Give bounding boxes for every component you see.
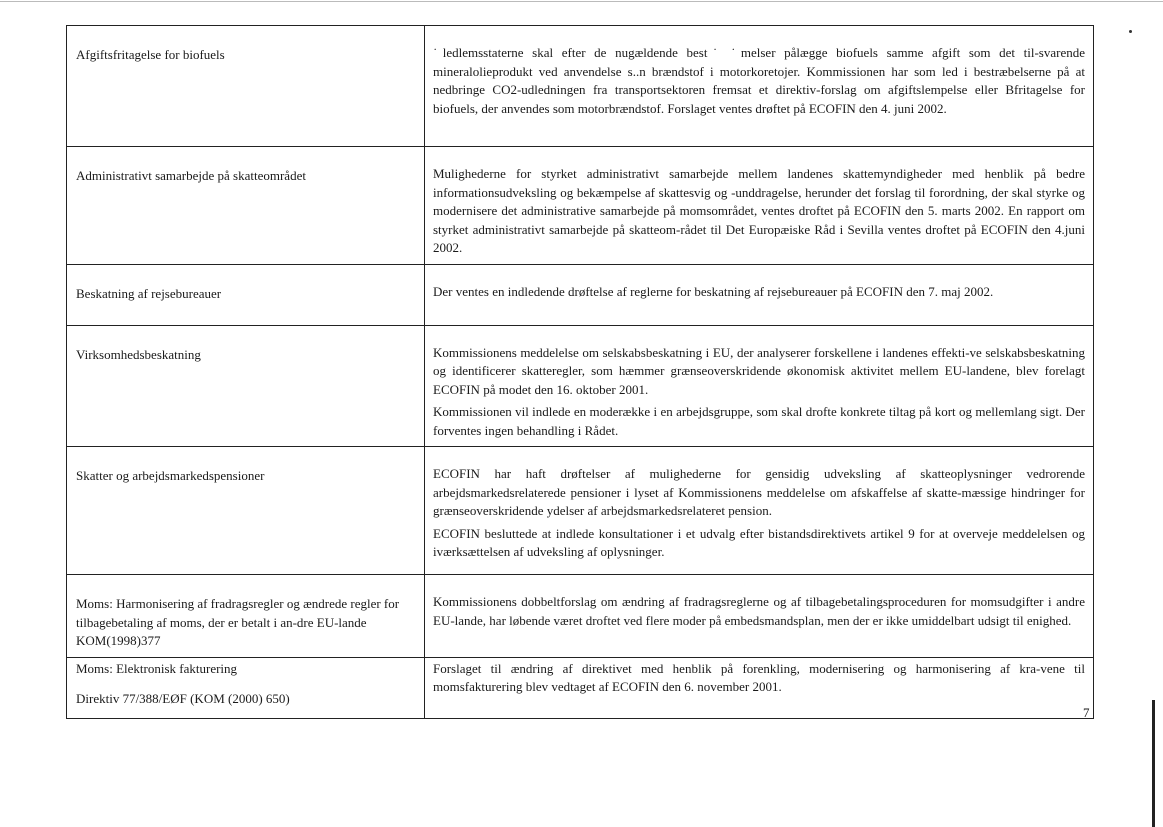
description-cell [425,264,1094,325]
scan-right-edge [1152,700,1155,827]
table-row [67,264,1094,325]
topic-label: Moms: Harmonisering af fradragsregler og ændrede regler for tilbagebetaling af moms, der er betalt i an-dre EU-lande KOM(1998)377 [76,596,400,648]
description-cell [425,657,1094,718]
topic-label: Beskatning af rejsebureauer [76,285,222,301]
topic-label: Administrativt samarbejde på skatteområdet [76,168,306,183]
scan-speck [1129,30,1132,33]
directive-reference: Direktiv 77/388/EØF (KOM (2000) 650) [76,691,290,706]
table-row [67,147,1094,265]
description-paragraph: Mulighederne for styrket administrativt samarbejde mellem landenes skattemyndigheder med henblik på bedre informationsudveksling og bekæmpelse af skattesvig og -unddragelse, herunder det forslag til forordning, der skal styrke og modernisere det administrative samarbejde på momsområdet, ventes droftet på ECOFIN den 5. marts 2002. En rapport om styrket administrativt samarbejde på skatteom-rådet til Det Europæiske Råd i Sevilla ventes droftet på ECOFIN den 4.juni 2002. [433,166,1085,255]
topic-label: Afgiftsfritagelse for biofuels [76,47,225,62]
topic-cell [67,26,425,147]
page-number: 7 [1083,705,1090,720]
overview-table [66,25,1094,719]
topic-cell [67,147,425,265]
description-paragraph: Kommissionens meddelelse om selskabsbeskatning i EU, der analyserer forskellene i landenes effekti-ve selskabsbeskatning og identificerer skatteregler, som hæmmer grænseoverskridende økonomisk aktivitet mellem EU-landene, blev forelagt ECOFIN på modet den 16. oktober 2001. [433,344,1085,397]
topic-cell [67,657,425,718]
topic-cell [67,325,425,447]
description-cell [425,26,1094,147]
table-row [67,447,1094,575]
description-cell [425,325,1094,447]
table-row [67,26,1094,147]
topic-label: Moms: Elektronisk fakturering [76,660,238,676]
description-paragraph: ˙ledlemsstaterne skal efter de nugældende best˙ ˙melser pålægge biofuels samme afgift som det til-svarende mineralolieprodukt ved anvendelse s..n brændstof i motorkoretojer. Kommissionen har som led i bestræbelserne på at nedbringe CO2-udledningen fra transportsektoren fremsat et direktiv-forslag om afgiftslempelse eller Bfritagelse for biofuels, der anvendes som motorbrændstof. Forslaget ventes drøftet på ECOFIN den 4. juni 2002. [433,45,1085,116]
description-cell [425,447,1094,575]
description-cell [425,147,1094,265]
scan-top-edge [0,1,1163,2]
description-paragraph: Kommissionens dobbeltforslag om ændring af fradragsreglerne og af tilbagebetalingsproceduren for momsudgifter i andre EU-lande, har løbende været droftet ved flere moder på embedsmandsplan, men der er ikke umiddelbart udsigt til enighed. [433,594,1085,628]
table-row [67,325,1094,447]
description-paragraph: Der ventes en indledende drøftelse af reglerne for beskatning af rejsebureauer på ECOFIN den 7. maj 2002. [433,283,994,299]
table-row [67,575,1094,658]
description-cell [425,575,1094,658]
topic-cell [67,447,425,575]
description-paragraph: ECOFIN besluttede at indlede konsultationer i et udvalg efter bistandsdirektivets artikel 9 for at overveje meddelelsen og iværksættelsen af udveksling af oplysninger. [433,525,1085,559]
topic-label: Skatter og arbejdsmarkedspensioner [76,468,265,483]
topic-cell [67,264,425,325]
description-paragraph: ECOFIN har haft drøftelser af mulighederne for gensidig udveksling af skatteoplysninger vedrorende arbejdsmarkedsrelaterede pensioner i lyset af Kommissionens meddelelse om afskaffelse af skatte-mæssige hindringer for grænseoverskridende ydelser af arbejdsmarkedsrelateret pension. [433,466,1085,518]
table-row [67,657,1094,718]
description-paragraph: Forslaget til ændring af direktivet med henblik på forenkling, modernisering og harmonisering af kra-vene til momsfakturering blev vedtaget af ECOFIN den 6. november 2001. [433,660,1085,694]
topic-cell [67,575,425,658]
description-paragraph: Kommissionen vil indlede en moderække i en arbejdsgruppe, som skal drofte konkrete tiltag på kort og mellemlang sigt. Der forventes ingen behandling i Rådet. [433,404,1085,438]
topic-label: Virksomhedsbeskatning [76,346,201,362]
